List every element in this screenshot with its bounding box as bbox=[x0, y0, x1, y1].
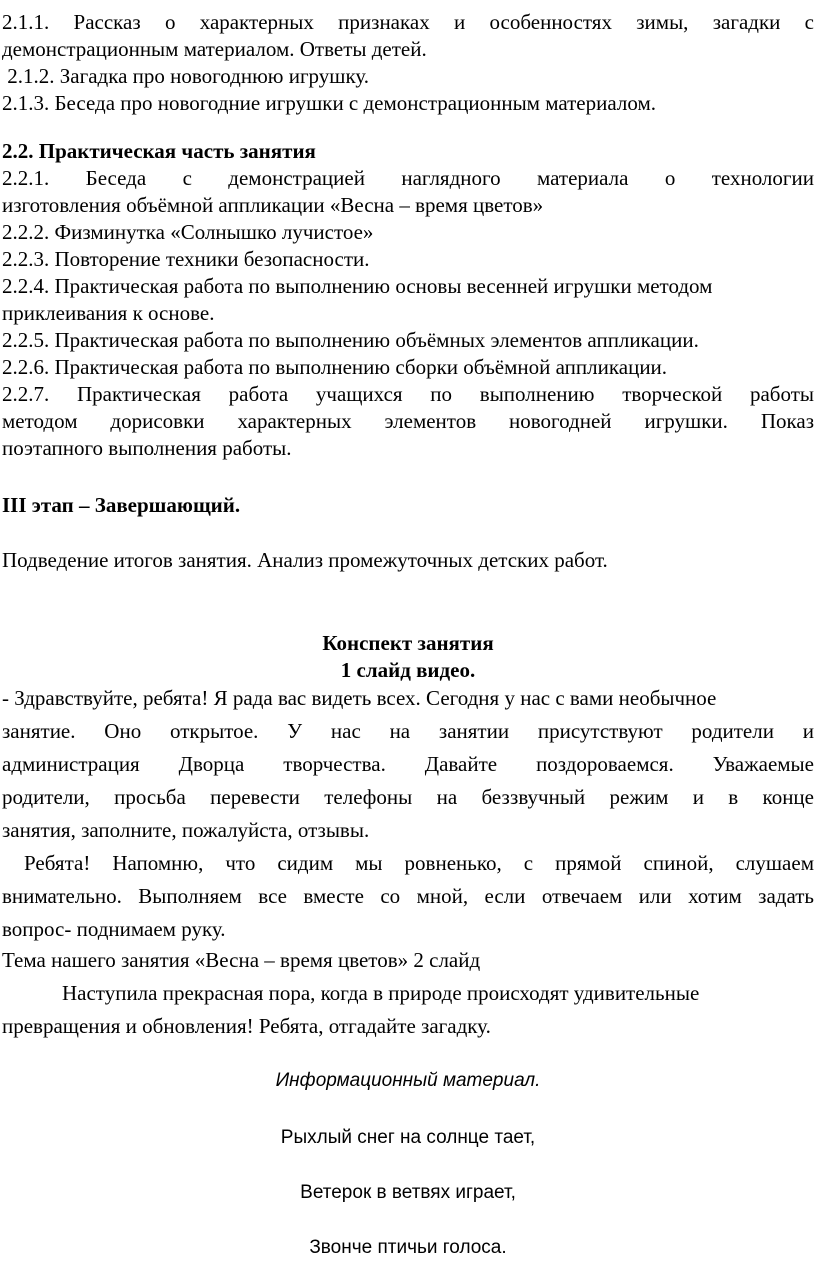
item-2-2-4-line-1: 2.2.4. Практическая работа по выполнению основы весенней игрушки методом bbox=[2, 274, 713, 298]
item-2-1-1-line-2: демонстрационным материалом. Ответы детей. bbox=[2, 37, 427, 61]
verse-line-2: Ветерок в ветвях играет, bbox=[300, 1182, 516, 1203]
item-2-1-3: 2.1.3. Беседа про новогодние игрушки с демонстрационным материалом. bbox=[2, 91, 656, 115]
info-heading: Информационный материал. bbox=[275, 1070, 541, 1091]
stage-3-heading: III этап – Завершающий. bbox=[2, 493, 241, 517]
p1-line-1: - Здравствуйте, ребята! Я рада вас видеть всех. Сегодня у нас с вами необычное bbox=[2, 686, 717, 710]
verse-line-1: Рыхлый снег на солнце тает, bbox=[280, 1127, 536, 1148]
item-2-2-4-line-2: приклеивания к основе. bbox=[2, 301, 215, 325]
verse-line-3: Звонче птичьи голоса. bbox=[309, 1237, 507, 1258]
stage-3-text: Подведение итогов занятия. Анализ промежуточных детских работ. bbox=[2, 548, 608, 572]
item-2-1-2: 2.1.2. Загадка про новогоднюю игрушку. bbox=[2, 64, 369, 88]
item-2-2-7-line-3: поэтапного выполнения работы. bbox=[2, 436, 292, 460]
p3: Тема нашего занятия «Весна – время цветов» 2 слайд bbox=[2, 948, 481, 972]
item-2-2-7-line-1: 2.2.7. Практическая работа учащихся по выполнению творческой работы bbox=[2, 382, 814, 406]
p4-line-2: превращения и обновления! Ребята, отгадайте загадку. bbox=[2, 1014, 491, 1038]
konspekt-subtitle: 1 слайд видео. bbox=[340, 658, 476, 682]
item-2-2-1-line-1: 2.2.1. Беседа с демонстрацией наглядного материала о технологии bbox=[2, 166, 814, 190]
item-2-2-6: 2.2.6. Практическая работа по выполнению сборки объёмной аппликации. bbox=[2, 355, 668, 379]
p1-line-2: занятие. Оно открытое. У нас на занятии присутствуют родители и bbox=[2, 719, 814, 743]
item-2-2-7-line-2: методом дорисовки характерных элементов новогодней игрушки. Показ bbox=[2, 409, 814, 433]
item-2-1-1-line-1: 2.1.1. Рассказ о характерных признаках и особенностях зимы, загадки с bbox=[2, 10, 814, 34]
p1-line-5: занятия, заполните, пожалуйста, отзывы. bbox=[2, 818, 370, 842]
p2-line-1: Ребята! Напомню, что сидим мы ровненько, с прямой спиной, слушаем bbox=[2, 851, 814, 875]
p1-line-3: администрация Дворца творчества. Давайте поздороваемся. Уважаемые bbox=[2, 752, 814, 776]
p4-line-1: Наступила прекрасная пора, когда в природе происходят удивительные bbox=[62, 981, 700, 1005]
konspekt-title: Конспект занятия bbox=[322, 631, 494, 655]
item-2-2-5: 2.2.5. Практическая работа по выполнению объёмных элементов аппликации. bbox=[2, 328, 699, 352]
p1-line-4: родители, просьба перевести телефоны на беззвучный режим и в конце bbox=[2, 785, 814, 809]
p2-line-3: вопрос- поднимаем руку. bbox=[2, 917, 226, 941]
item-2-2-2: 2.2.2. Физминутка «Солнышко лучистое» bbox=[2, 220, 374, 244]
p2-line-2: внимательно. Выполняем все вместе со мной, если отвечаем или хотим задать bbox=[2, 884, 814, 908]
item-2-2-3: 2.2.3. Повторение техники безопасности. bbox=[2, 247, 370, 271]
section-2-2-heading: 2.2. Практическая часть занятия bbox=[2, 139, 316, 163]
item-2-2-1-line-2: изготовления объёмной аппликации «Весна – время цветов» bbox=[2, 193, 544, 217]
